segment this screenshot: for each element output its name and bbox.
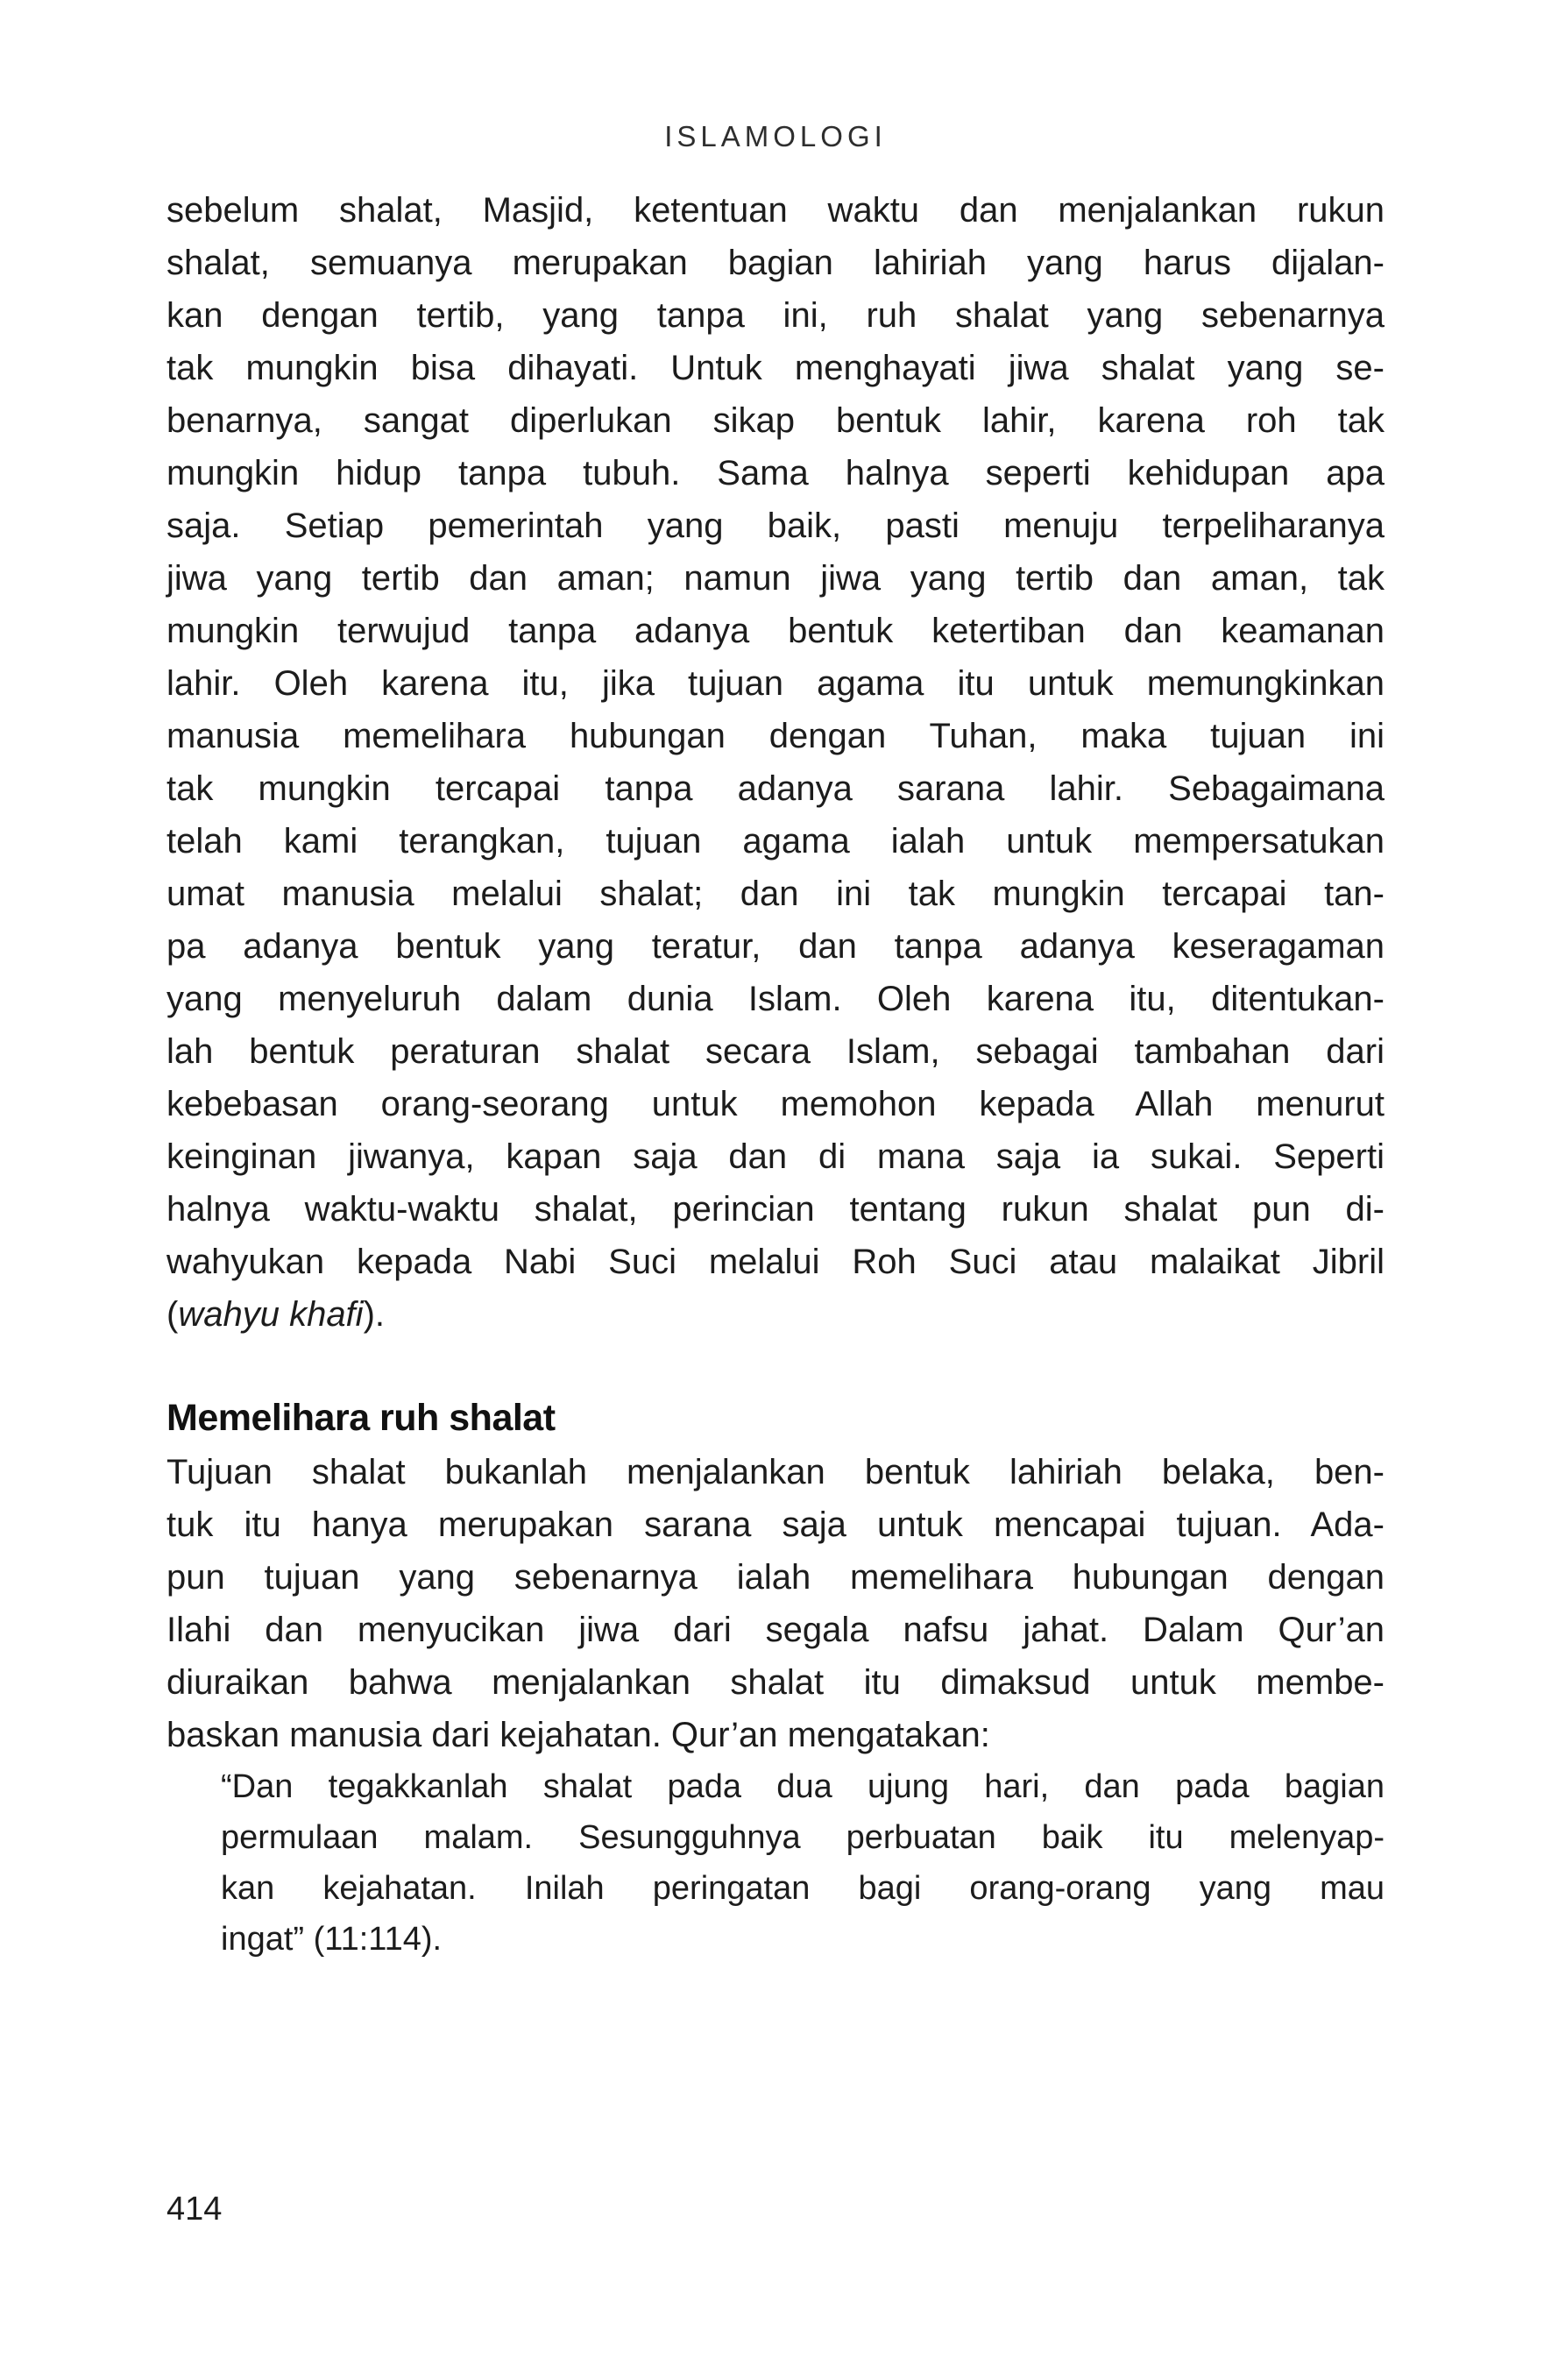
quote-line: ingat” (11:114).: [221, 1921, 443, 1958]
paragraph-line: pun tujuan yang sebenarnya ialah memelihara hubungan dengan: [166, 1558, 1385, 1597]
paragraph-line: mungkin terwujud tanpa adanya bentuk ketertiban dan keamanan: [166, 612, 1385, 650]
running-header: ISLAMOLOGI: [664, 120, 887, 152]
paragraph-line: tak mungkin tercapai tanpa adanya sarana lahir. Sebagaimana: [166, 769, 1385, 808]
paragraph-last-line: [166, 1288, 1385, 1341]
paragraph-line: telah kami terangkan, tujuan agama ialah untuk mempersatukan: [166, 822, 1385, 861]
paragraph-line: Ilahi dan menyucikan jiwa dari segala nafsu jahat. Dalam Qur’an: [166, 1611, 1385, 1649]
paragraph-line: baskan manusia dari kejahatan. Qur’an mengatakan:: [166, 1716, 990, 1754]
paragraph-line: pa adanya bentuk yang teratur, dan tanpa adanya keseragaman: [166, 927, 1385, 966]
paragraph-line: yang menyeluruh dalam dunia Islam. Oleh karena itu, ditentukan-: [166, 980, 1385, 1018]
paragraph-line: umat manusia melalui shalat; dan ini tak mungkin tercapai tan-: [166, 875, 1385, 913]
paragraph-line: kebebasan orang-seorang untuk memohon kepada Allah menurut: [166, 1085, 1385, 1123]
quote-line: kan kejahatan. Inilah peringatan bagi orang-orang yang mau: [221, 1870, 1385, 1907]
paragraph-line: lahir. Oleh karena itu, jika tujuan agama itu untuk memungkinkan: [166, 664, 1385, 703]
paragraph-line: sebelum shalat, Masjid, ketentuan waktu dan menjalankan rukun: [166, 191, 1385, 230]
paragraph-line: benarnya, sangat diperlukan sikap bentuk lahir, karena roh tak: [166, 401, 1385, 440]
paragraph-line: halnya waktu-waktu shalat, perincian tentang rukun shalat pun di-: [166, 1190, 1385, 1229]
paragraph-line: diuraikan bahwa menjalankan shalat itu dimaksud untuk membe-: [166, 1663, 1385, 1702]
quote-line: permulaan malam. Sesungguhnya perbuatan baik itu melenyap-: [221, 1819, 1385, 1856]
paragraph-line: mungkin hidup tanpa tubuh. Sama halnya seperti kehidupan apa: [166, 454, 1385, 492]
last-line-prefix: (: [166, 1295, 179, 1334]
paragraph-line: shalat, semuanya merupakan bagian lahiriah yang harus dijalan-: [166, 244, 1385, 282]
paragraph-line: lah bentuk peraturan shalat secara Islam, sebagai tambahan dari: [166, 1032, 1385, 1071]
paragraph-line: saja. Setiap pemerintah yang baik, pasti menuju terpeliharanya: [166, 506, 1385, 545]
body-text: [166, 184, 1385, 1965]
paragraph-line: jiwa yang tertib dan aman; namun jiwa yang tertib dan aman, tak: [166, 559, 1385, 598]
page-number: 414: [166, 2191, 223, 2228]
paragraph-line: wahyukan kepada Nabi Suci melalui Roh Suci atau malaikat Jibril: [166, 1243, 1385, 1281]
paragraph-line: Tujuan shalat bukanlah menjalankan bentuk lahiriah belaka, ben-: [166, 1453, 1385, 1491]
paragraph-line: kan dengan tertib, yang tanpa ini, ruh shalat yang sebenarnya: [166, 296, 1385, 335]
section-heading: Memelihara ruh shalat: [166, 1397, 556, 1439]
paragraph-line: tuk itu hanya merupakan sarana saja untuk mencapai tujuan. Ada-: [166, 1505, 1385, 1544]
paragraph-line: manusia memelihara hubungan dengan Tuhan, maka tujuan ini: [166, 717, 1385, 755]
quote-line: “Dan tegakkanlah shalat pada dua ujung hari, dan pada bagian: [221, 1768, 1385, 1805]
quote-block: [221, 1761, 1385, 1965]
last-line-suffix: ).: [363, 1295, 385, 1334]
italic-term: wahyu khafi: [178, 1295, 364, 1334]
paragraph-line: tak mungkin bisa dihayati. Untuk menghayati jiwa shalat yang se-: [166, 349, 1385, 387]
paragraph-line: keinginan jiwanya, kapan saja dan di mana saja ia sukai. Seperti: [166, 1137, 1385, 1176]
